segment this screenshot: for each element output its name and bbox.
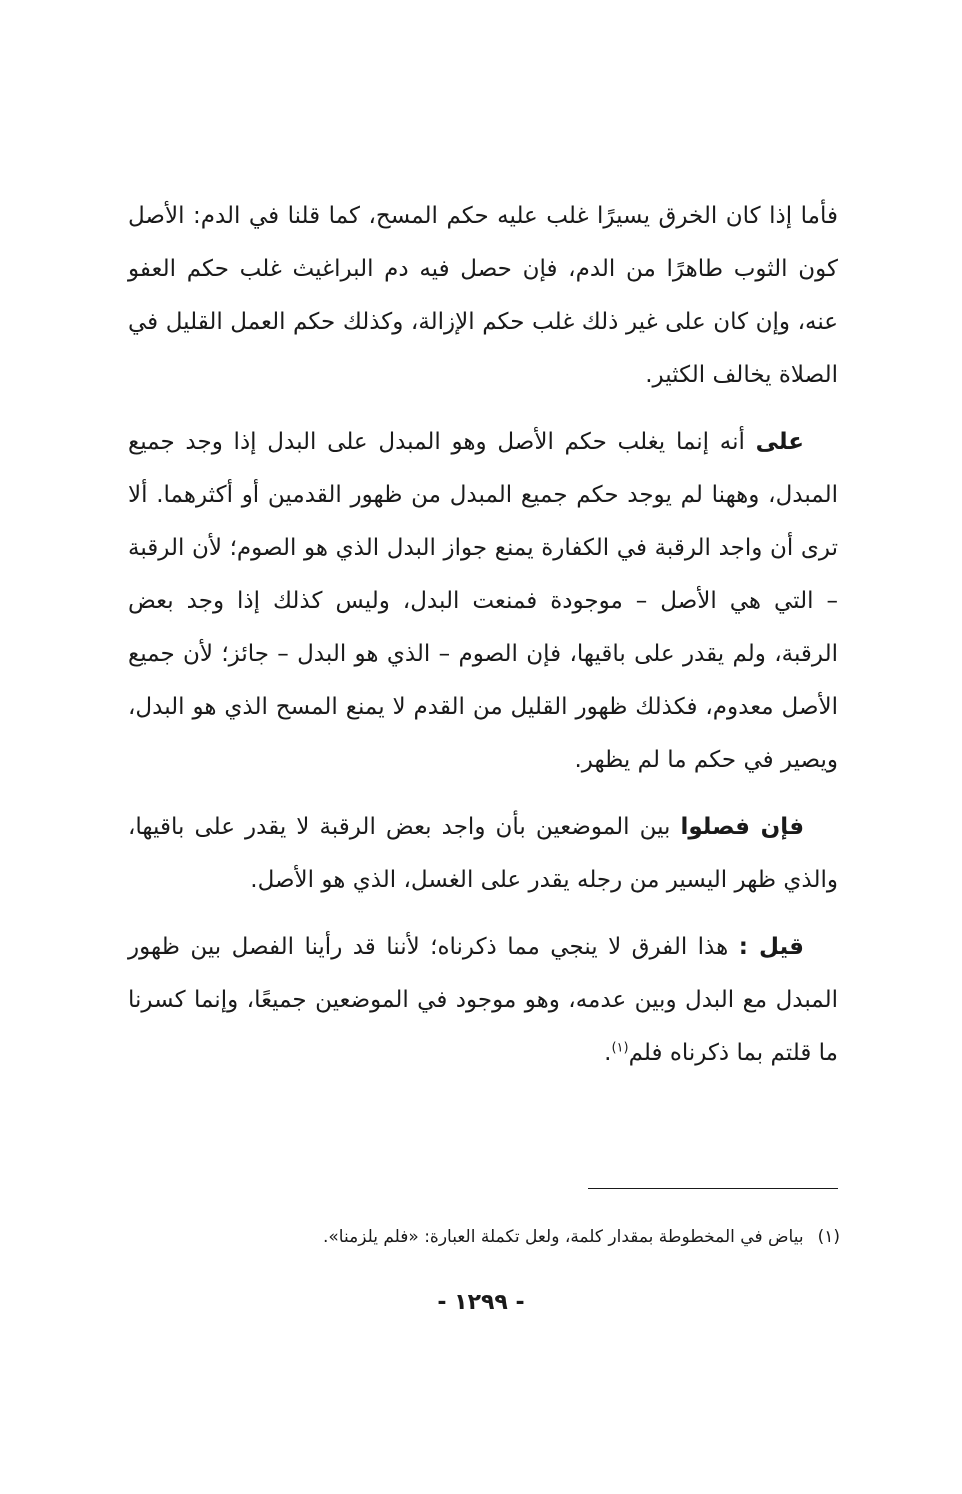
main-text <box>128 190 838 1094</box>
paragraph-3 <box>128 801 838 907</box>
footnote-marker: (١) <box>817 1227 840 1247</box>
paragraph-3-lead: فإن فصلوا <box>680 814 805 840</box>
footnote-text: بياض في المخطوطة بمقدار كلمة، ولعل تكملة العبارة: «فلم يلزمنا». <box>322 1227 804 1247</box>
paragraph-2 <box>128 416 838 787</box>
paragraph-4-lead: قيل : <box>738 934 804 960</box>
paragraph-4 <box>128 921 838 1080</box>
paragraph-1-text: فأما إذا كان الخرق يسيرًا غلب عليه حكم المسح، كما قلنا في الدم: الأصل كون الثوب طاهرًا من الدم، فإن حصل فيه دم البراغيث غلب حكم العفو عنه، وإن كان على غير ذلك غلب حكم الإزالة، وكذلك حكم العمل القليل في الصلاة يخالف الكثير. <box>128 203 838 388</box>
paragraph-2-text: أنه إنما يغلب حكم الأصل وهو المبدل على البدل إذا وجد جميع المبدل، وههنا لم يوجد حكم جميع المبدل من ظهور القدمين أو أكثرهما. ألا ترى أن واجد الرقبة في الكفارة يمنع جواز البدل الذي هو الصوم؛ لأن الرقبة – التي هي الأصل – موجودة فمنعت البدل، وليس كذلك إذا وجد بعض الرقبة، ولم يقدر على باقيها، فإن الصوم – الذي هو البدل – جائز؛ لأن جميع الأصل معدوم، فكذلك ظهور القليل من القدم لا يمنع المسح الذي هو البدل، ويصير في حكم ما لم يظهر. <box>128 429 838 773</box>
paragraph-1 <box>128 190 838 402</box>
paragraph-3-text: بين الموضعين بأن واجد بعض الرقبة لا يقدر على باقيها، والذي ظهر اليسير من رجله يقدر على الغسل، الذي هو الأصل. <box>128 814 838 893</box>
footnote-divider <box>588 1188 838 1189</box>
paragraph-2-lead: على <box>755 429 804 455</box>
paragraph-4-end: . <box>604 1040 612 1066</box>
page-number: - ١٢٩٩ - <box>437 1290 525 1315</box>
footnote <box>128 1222 840 1252</box>
footnote-reference: (١) <box>611 1040 629 1056</box>
paragraph-4-text: هذا الفرق لا ينجي مما ذكرناه؛ لأننا قد رأينا الفصل بين ظهور المبدل مع البدل وبين عدمه، وهو موجود في الموضعين جميعًا، وإنما كسرنا ما قلتم بما ذكرناه فلم <box>128 934 838 1066</box>
